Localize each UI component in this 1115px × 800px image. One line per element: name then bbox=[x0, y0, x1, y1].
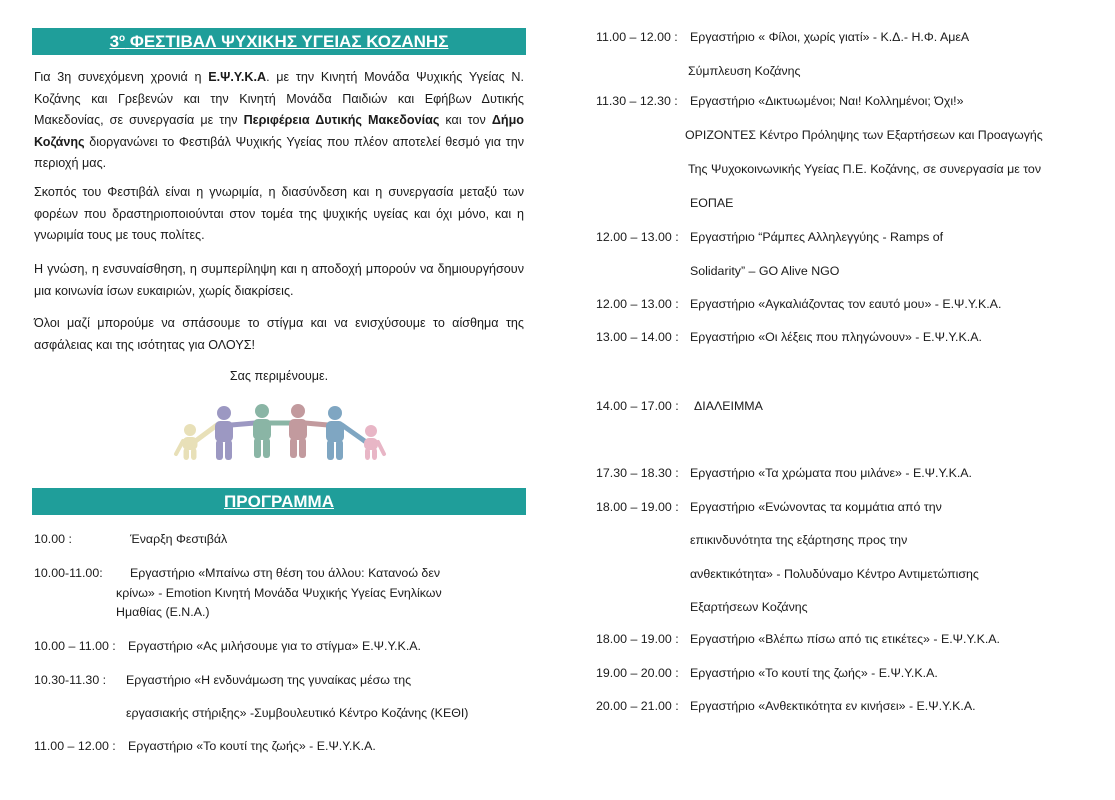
person-leg bbox=[254, 438, 261, 458]
intro-paragraph-3: Η γνώση, η ενσυναίσθηση, η συμπερίληψη και η αποδοχή μπορούν να δημιουργήσουν μια κοινωνία ίσων ευκαιριών, χωρίς διακρίσεις. bbox=[34, 262, 524, 298]
entry-text: Solidarity” – GO Alive NGO bbox=[690, 264, 840, 278]
people-holding-hands-icon bbox=[172, 400, 387, 466]
entry-time: 11.00 – 12.00 : bbox=[34, 739, 116, 753]
schedule-entry bbox=[596, 327, 679, 347]
entry-text: Της Ψυχοκοινωνικής Υγείας Π.Ε. Κοζάνης, σε συνεργασία με τον bbox=[688, 162, 1042, 176]
entry-time: 10.00 : bbox=[34, 532, 72, 546]
program-banner bbox=[32, 488, 526, 515]
person-head bbox=[217, 406, 231, 420]
entry-time: 11.30 – 12.30 : bbox=[596, 94, 678, 108]
entry-time: 10.30-11.30 : bbox=[34, 673, 107, 687]
program-heading: ΠΡΟΓΡΑΜΜΑ bbox=[223, 492, 334, 511]
entry-time: 12.00 – 13.00 : bbox=[596, 297, 679, 311]
person-head bbox=[291, 404, 305, 418]
person-head bbox=[184, 424, 196, 436]
person-leg bbox=[336, 440, 343, 460]
schedule-entry bbox=[596, 663, 679, 683]
schedule-entry bbox=[596, 227, 679, 247]
entry-text: εργασιακής στήριξης» -Συμβουλευτικό Κέντρο Κοζάνης (ΚΕΘΙ) bbox=[126, 706, 469, 720]
intro-p1-part: . με την Κινητή Μονάδα Ψυχικής Υγείας Ν. Κοζάνης και Γρεβενών και την Κινητή Μονάδα Παιδιών και Εφήβων Δυτικής Μακεδονίας, σε συνεργασία με την bbox=[34, 70, 525, 127]
person-head bbox=[255, 404, 269, 418]
entry-time: 12.00 – 13.00 : bbox=[596, 230, 679, 244]
entry-text: Εργαστήριο «Το κουτί της ζωής» - Ε.Ψ.Υ.Κ.Α. bbox=[690, 666, 938, 680]
entry-text: Εργαστήριο «Τα χρώματα που μιλάνε» - Ε.Ψ.Υ.Κ.Α. bbox=[690, 466, 972, 480]
person-leg bbox=[191, 448, 197, 460]
entry-text: Εργαστήριο «Ας μιλήσουμε για το στίγμα» Ε.Ψ.Υ.Κ.Α. bbox=[128, 639, 421, 653]
entry-time: 10.00 – 11.00 : bbox=[34, 639, 116, 653]
intro-p1-part: Για 3η συνεχόμενη χρονιά η bbox=[34, 70, 209, 84]
entry-text: ΟΡΙΖΟΝΤΕΣ Κέντρο Πρόληψης των Εξαρτήσεων και Προαγωγής bbox=[685, 128, 1043, 142]
schedule-entry bbox=[596, 27, 678, 47]
closing-line: Σας περιμένουμε. bbox=[229, 369, 329, 383]
festival-title-banner bbox=[32, 28, 526, 55]
entry-text: Εργαστήριο «Ενώνοντας τα κομμάτια από την bbox=[690, 500, 942, 514]
schedule-entry bbox=[34, 529, 72, 549]
person-arm bbox=[176, 441, 183, 454]
entry-text: ΔΙΑΛΕΙΜΜΑ bbox=[694, 399, 763, 413]
title-number: 3 bbox=[109, 32, 120, 51]
entry-text: Έναρξη Φεστιβάλ bbox=[130, 532, 228, 546]
person-arm bbox=[231, 423, 255, 425]
intro-p1-part: και τον bbox=[439, 113, 492, 127]
intro-p1-bold: Δήμο Κοζάνης bbox=[34, 113, 524, 149]
schedule-entry bbox=[596, 463, 679, 483]
intro-paragraph-2: Σκοπός του Φεστιβάλ είναι η γνωριμία, η διασύνδεση και η συνεργασία μεταξύ των φορέων που δραστηριοποιούνται στον τομέα της ψυχικής υγείας και όχι μόνο, και η γνωριμία τους με τους πολίτες. bbox=[34, 185, 524, 242]
schedule-entry bbox=[34, 736, 116, 756]
entry-time: 14.00 – 17.00 : bbox=[596, 399, 679, 413]
person-leg bbox=[216, 440, 223, 460]
intro-p1-bold: Περιφέρεια Δυτικής Μακεδονίας bbox=[243, 113, 440, 127]
entry-text: Εργαστήριο «Η ενδυνάμωση της γυναίκας μέσω της bbox=[126, 673, 412, 687]
person-arm bbox=[378, 442, 384, 454]
person-arm bbox=[342, 425, 366, 442]
person-leg bbox=[327, 440, 334, 460]
schedule-entry bbox=[34, 563, 103, 583]
entry-text: Εργαστήριο « Φίλοι, χωρίς γιατί» - Κ.Δ.- Η.Φ. ΑμεΑ bbox=[690, 30, 970, 44]
person-arm bbox=[305, 423, 328, 425]
entry-text: Ημαθίας (Ε.Ν.Α.) bbox=[116, 605, 210, 619]
person-arm bbox=[196, 425, 218, 441]
entry-text: επικινδυνότητα της εξάρτησης προς την bbox=[690, 533, 908, 547]
entry-text: Εργαστήριο «Δικτυωμένοι; Ναι! Κολλημένοι; Όχι!» bbox=[690, 94, 964, 108]
schedule-entry bbox=[596, 629, 679, 649]
intro-paragraph-4: Όλοι μαζί μπορούμε να σπάσουμε το στίγμα και να ενισχύσουμε το αίσθημα της ασφάλειας και της ισότητας για ΟΛΟΥΣ! bbox=[34, 316, 524, 352]
title-superscript: ο bbox=[119, 33, 126, 44]
entry-time: 17.30 – 18.30 : bbox=[596, 466, 679, 480]
entry-time: 11.00 – 12.00 : bbox=[596, 30, 678, 44]
person-leg bbox=[225, 440, 232, 460]
entry-text: Εργαστήριο «Οι λέξεις που πληγώνουν» - Ε.Ψ.Υ.Κ.Α. bbox=[690, 330, 982, 344]
intro-paragraph-1 bbox=[34, 67, 524, 175]
entry-text: Εργαστήριο “Ράμπες Αλληλεγγύης - Ramps of bbox=[690, 230, 944, 244]
schedule-entry bbox=[34, 636, 116, 656]
entry-time: 18.00 – 19.00 : bbox=[596, 632, 679, 646]
entry-time: 10.00-11.00: bbox=[34, 566, 103, 580]
schedule-entry bbox=[34, 670, 106, 690]
person-head bbox=[365, 425, 377, 437]
schedule-entry bbox=[596, 497, 679, 517]
entry-text: Εργαστήριο «Το κουτί της ζωής» - Ε.Ψ.Υ.Κ.Α. bbox=[128, 739, 376, 753]
intro-p1-part: διοργανώνει το Φεστιβάλ Ψυχικής Υγείας που πλέον αποτελεί θεσμό για την περιοχή μας. bbox=[34, 134, 524, 170]
schedule-entry bbox=[596, 294, 679, 314]
person-body bbox=[364, 438, 378, 450]
entry-time: 18.00 – 19.00 : bbox=[596, 500, 679, 514]
person-leg bbox=[290, 438, 297, 458]
entry-time: 13.00 – 14.00 : bbox=[596, 330, 679, 344]
schedule-entry bbox=[596, 396, 679, 416]
entry-text: ΕΟΠΑΕ bbox=[690, 196, 734, 210]
entry-text: ανθεκτικότητα» - Πολυδύναμο Κέντρο Αντιμετώπισης bbox=[690, 567, 979, 581]
entry-text: Εξαρτήσεων Κοζάνης bbox=[690, 600, 808, 614]
schedule-entry bbox=[596, 91, 678, 111]
entry-text: Σύμπλευση Κοζάνης bbox=[688, 64, 801, 78]
person-leg bbox=[365, 448, 370, 460]
entry-text: κρίνω» - Emotion Κινητή Μονάδα Ψυχικής Υγείας Ενηλίκων bbox=[116, 586, 442, 600]
person-leg bbox=[299, 438, 306, 458]
intro-p1-bold: Ε.Ψ.Υ.Κ.Α bbox=[208, 70, 267, 84]
person-leg bbox=[263, 438, 270, 458]
entry-time: 20.00 – 21.00 : bbox=[596, 699, 679, 713]
entry-text: Εργαστήριο «Βλέπω πίσω από τις ετικέτες» - Ε.Ψ.Υ.Κ.Α. bbox=[690, 632, 1000, 646]
entry-text: Εργαστήριο «Αγκαλιάζοντας τον εαυτό μου» - Ε.Ψ.Υ.Κ.Α. bbox=[690, 297, 1002, 311]
entry-text: Εργαστήριο «Μπαίνω στη θέση του άλλου: Κατανοώ δεν bbox=[130, 566, 441, 580]
person-leg bbox=[184, 448, 190, 460]
schedule-entry bbox=[596, 696, 679, 716]
entry-time: 19.00 – 20.00 : bbox=[596, 666, 679, 680]
title-text: ΦΕΣΤΙΒΑΛ ΨΥΧΙΚΗΣ ΥΓΕΙΑΣ ΚΟΖΑΝΗΣ bbox=[129, 32, 449, 51]
person-leg bbox=[372, 448, 377, 460]
entry-text: Εργαστήριο «Ανθεκτικότητα εν κινήσει» - Ε.Ψ.Υ.Κ.Α. bbox=[690, 699, 976, 713]
festival-title bbox=[110, 32, 449, 51]
person-head bbox=[328, 406, 342, 420]
